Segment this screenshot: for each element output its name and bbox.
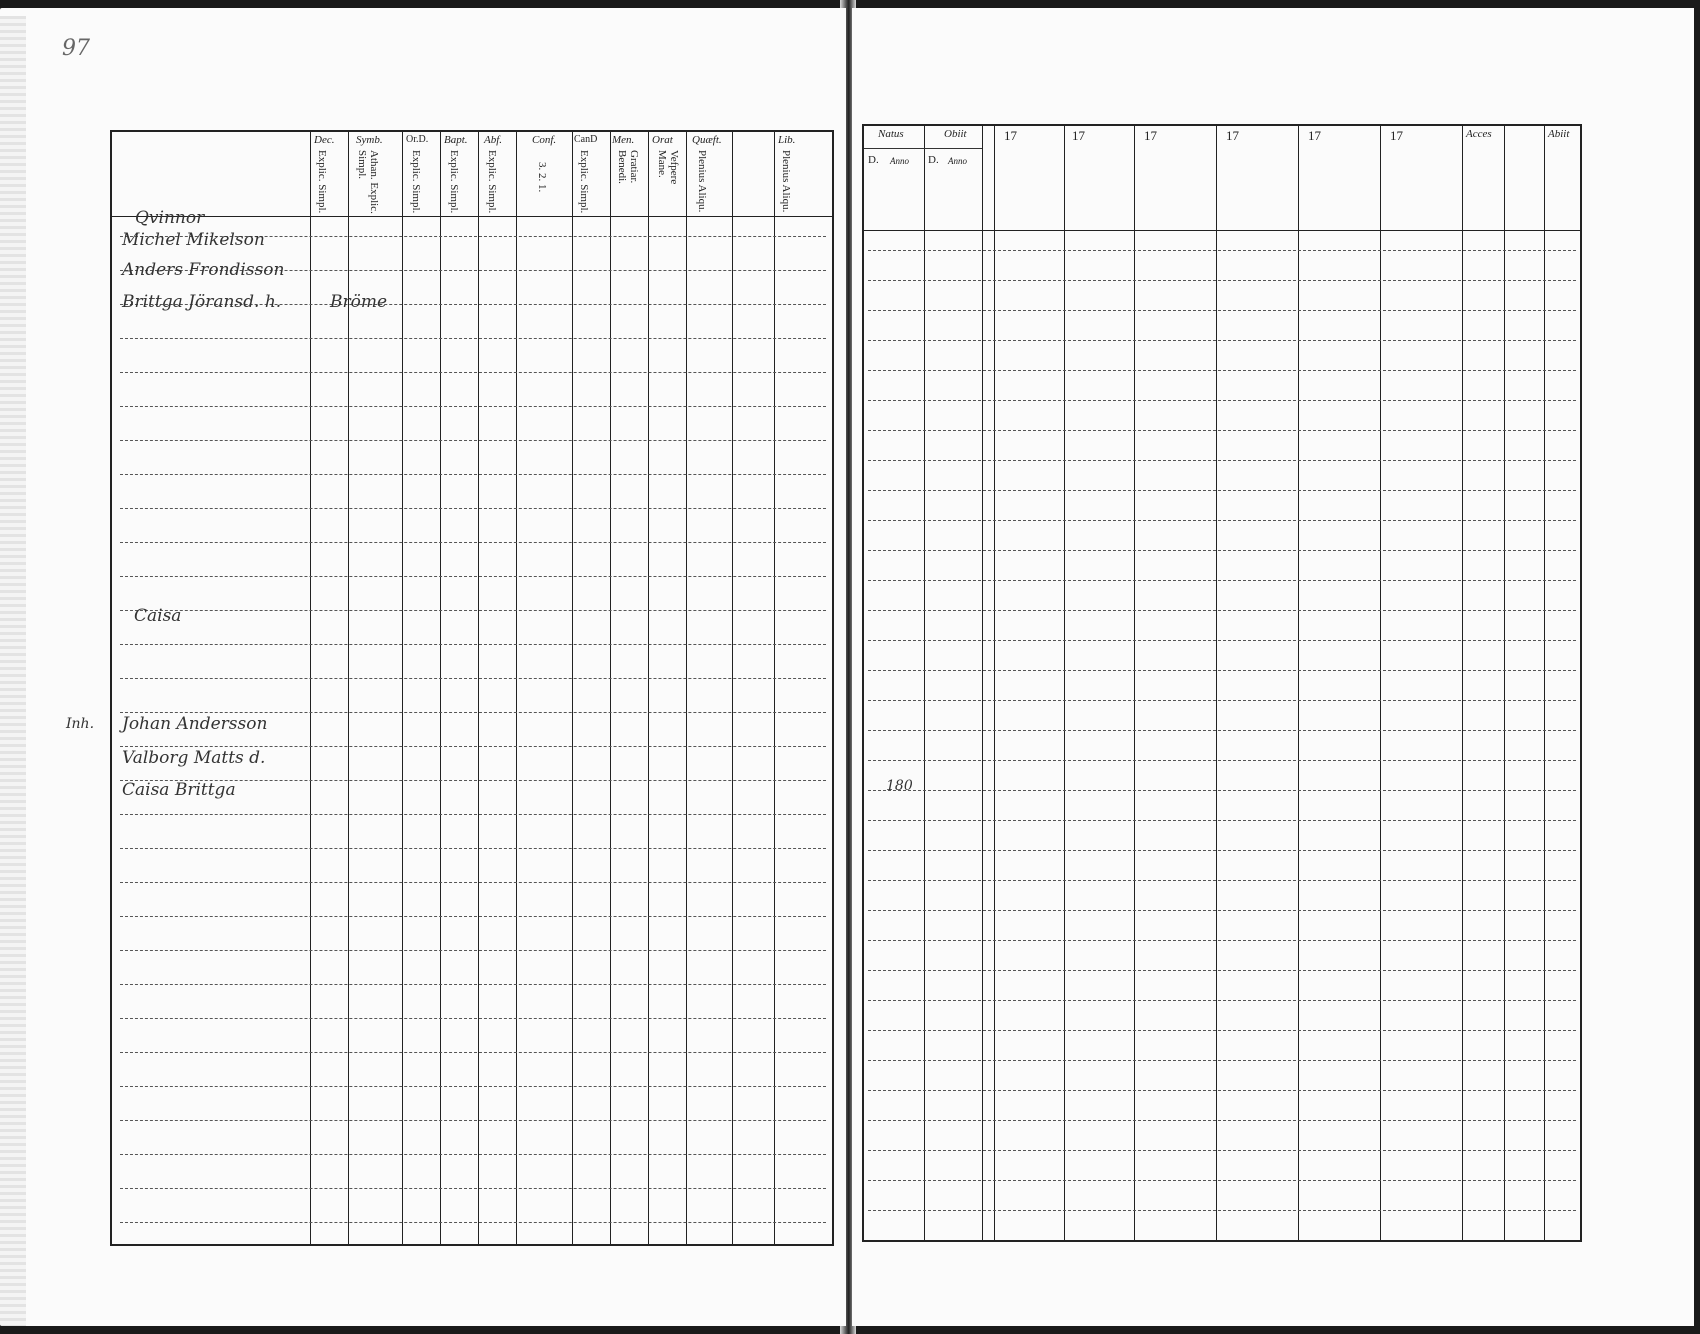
- header-quaest: Quæft.: [692, 134, 722, 146]
- ruled-line: [868, 280, 1576, 281]
- ruled-line: [120, 1018, 826, 1019]
- ruled-line: [120, 372, 826, 373]
- ruled-line: [868, 430, 1576, 431]
- header-conf: Conf.: [532, 134, 557, 146]
- subheader-conf: 3. 2. 1.: [536, 162, 548, 193]
- header-orat: Orat: [652, 134, 673, 146]
- entry-name: Michel Mikelson: [122, 230, 265, 250]
- ruled-line: [120, 440, 826, 441]
- ruled-line: [120, 406, 826, 407]
- ruled-line: [868, 760, 1576, 761]
- entry-name: Caisa Brittga: [122, 780, 236, 800]
- header-year: 17: [1144, 128, 1157, 143]
- ruled-line: [868, 1120, 1576, 1121]
- ruled-line: [120, 916, 826, 917]
- left-page: [0, 8, 846, 1326]
- header-obiit: Obiit: [944, 128, 967, 140]
- ruled-line: [120, 1188, 826, 1189]
- ruled-line: [120, 984, 826, 985]
- subheader-ord: Explic. Simpl.: [410, 150, 422, 214]
- ruled-line: [868, 490, 1576, 491]
- ruled-line: [868, 1060, 1576, 1061]
- anno-note: 180: [886, 778, 913, 794]
- margin-note: Inh.: [66, 716, 95, 732]
- ruled-line: [120, 644, 826, 645]
- ruled-line: [868, 460, 1576, 461]
- subheader-men: Gratiar. Benedi.: [616, 150, 640, 184]
- header-ord: Or.D.: [406, 134, 429, 145]
- ruled-line: [868, 580, 1576, 581]
- ruled-line: [120, 814, 826, 815]
- ruled-line: [868, 310, 1576, 311]
- subheader-symb: Athan. Explic. Simpl.: [356, 150, 380, 214]
- ruled-line: [120, 848, 826, 849]
- ruled-line: [120, 576, 826, 577]
- ruled-line: [868, 1210, 1576, 1211]
- ruled-line: [120, 1052, 826, 1053]
- header-day-died: D.: [928, 154, 939, 166]
- entry-name: Johan Andersson: [122, 714, 268, 734]
- ruled-line: [120, 508, 826, 509]
- header-men: Men.: [612, 134, 635, 146]
- header-year: 17: [1390, 128, 1403, 143]
- ruled-line: [120, 678, 826, 679]
- ruled-line: [120, 474, 826, 475]
- ruled-line: [868, 850, 1576, 851]
- ruled-line: [868, 1090, 1576, 1091]
- header-natus: Natus: [878, 128, 904, 140]
- ruled-line: [120, 610, 826, 611]
- right-register-grid: [862, 124, 1582, 1242]
- header-year: 17: [1308, 128, 1321, 143]
- header-abs: Abf.: [484, 134, 503, 146]
- header-dec: Dec.: [314, 134, 335, 146]
- header-cand: CanD: [574, 134, 598, 145]
- header-year: 17: [1226, 128, 1239, 143]
- ruled-line: [868, 640, 1576, 641]
- ruled-line: [868, 880, 1576, 881]
- ruled-line: [868, 970, 1576, 971]
- subheader-dec: Explic. Simpl.: [316, 150, 328, 214]
- ruled-line: [868, 790, 1576, 791]
- ruled-line: [868, 550, 1576, 551]
- entry-name: Bröme: [330, 292, 388, 312]
- ruled-line: [868, 1180, 1576, 1181]
- ruled-line: [868, 910, 1576, 911]
- header-anno-born: Anno: [890, 156, 909, 166]
- subheader-bapt: Explic. Simpl.: [448, 150, 460, 214]
- subheader-quaest: Plenius Aliqu.: [696, 150, 708, 213]
- subheader-abs: Explic. Simpl.: [486, 150, 498, 214]
- page-number: 97: [62, 36, 90, 61]
- ruled-line: [868, 940, 1576, 941]
- ruled-line: [868, 700, 1576, 701]
- ruled-line: [120, 1120, 826, 1121]
- ruled-line: [868, 370, 1576, 371]
- subheader-orat: Vefpere Mane.: [656, 150, 680, 185]
- subheader-cand: Explic. Simpl.: [578, 150, 590, 214]
- subheader-lib: Plenius Aliqu.: [780, 150, 792, 213]
- ruled-line: [868, 610, 1576, 611]
- ruled-line: [868, 1000, 1576, 1001]
- page-edge: [0, 16, 26, 1326]
- ruled-line: [120, 1222, 826, 1223]
- header-year: 17: [1072, 128, 1085, 143]
- ruled-line: [868, 340, 1576, 341]
- header-day-born: D.: [868, 154, 879, 166]
- entry-name: Qvinnor: [135, 208, 205, 228]
- ruled-line: [868, 1030, 1576, 1031]
- entry-name: Valborg Matts d.: [122, 748, 266, 768]
- ruled-line: [868, 520, 1576, 521]
- ruled-line: [868, 730, 1576, 731]
- entry-name: Caisa: [134, 606, 182, 626]
- ruled-line: [868, 250, 1576, 251]
- header-lib: Lib.: [778, 134, 796, 146]
- ruled-line: [120, 950, 826, 951]
- header-bapt: Bapt.: [444, 134, 468, 146]
- right-page: [852, 8, 1694, 1326]
- entry-name: Anders Frondisson: [122, 260, 285, 280]
- entry-name: Brittga Jöransd. h.: [122, 292, 282, 312]
- ruled-line: [120, 882, 826, 883]
- header-symb: Symb.: [356, 134, 383, 146]
- ruled-line: [868, 400, 1576, 401]
- ruled-line: [868, 820, 1576, 821]
- ruled-line: [120, 1154, 826, 1155]
- ruled-line: [120, 712, 826, 713]
- header-year: 17: [1004, 128, 1017, 143]
- header-abiit: Abiit: [1548, 128, 1570, 140]
- ruled-line: [868, 670, 1576, 671]
- ruled-line: [120, 1086, 826, 1087]
- ruled-line: [120, 542, 826, 543]
- ruled-line: [120, 338, 826, 339]
- header-anno-died: Anno: [948, 156, 967, 166]
- ruled-line: [120, 746, 826, 747]
- header-acces: Acces: [1466, 128, 1492, 140]
- ruled-line: [868, 1150, 1576, 1151]
